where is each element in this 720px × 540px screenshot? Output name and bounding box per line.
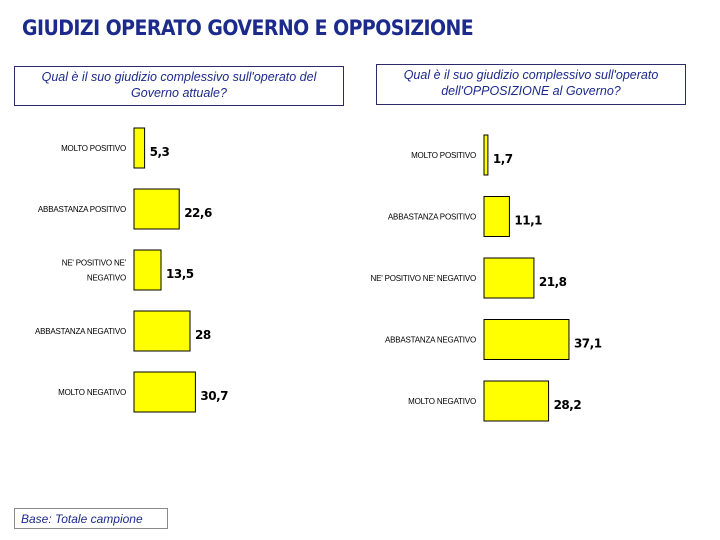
opposizione-bar-0	[484, 135, 488, 175]
question-governo: Qual è il suo giudizio complessivo sull'operato del Governo attuale?	[14, 66, 344, 106]
chart-opposizione	[350, 120, 710, 440]
question-opposizione: Qual è il suo giudizio complessivo sull'operato dell'OPPOSIZIONE al Governo?	[376, 64, 686, 105]
opposizione-bar-3	[484, 320, 569, 360]
governo-value-label-0: 5,3	[149, 145, 170, 159]
governo-bar-2	[134, 250, 161, 290]
opposizione-value-label-0: 1,7	[492, 152, 513, 166]
opposizione-category-label-2: NE' POSITIVO NE' NEGATIVO	[370, 274, 476, 283]
opposizione-value-label-4: 28,2	[553, 398, 582, 412]
governo-value-label-1: 22,6	[184, 206, 212, 220]
governo-category-label-2: NE' POSITIVO NE' NEGATIVO	[61, 258, 126, 283]
opposizione-category-label-3: ABBASTANZA NEGATIVO	[384, 335, 476, 345]
opposizione-bar-4	[484, 381, 549, 421]
page-title: GIUDIZI OPERATO GOVERNO E OPPOSIZIONE	[22, 16, 474, 40]
governo-category-label-1: ABBASTANZA POSITIVO	[37, 205, 126, 214]
chart-opposizione-svg	[350, 120, 710, 440]
governo-value-label-4: 30,7	[200, 389, 229, 403]
opposizione-value-label-1: 11,1	[514, 213, 543, 228]
governo-bar-4	[134, 372, 195, 412]
governo-bar-1	[134, 189, 179, 229]
governo-value-label-2: 13,5	[166, 267, 194, 281]
governo-value-label-3: 28	[195, 328, 211, 342]
opposizione-value-label-2: 21,8	[538, 275, 567, 289]
governo-category-label-3: ABBASTANZA NEGATIVO	[34, 327, 126, 336]
chart-governo	[10, 120, 340, 440]
governo-category-label-4: MOLTO NEGATIVO	[58, 388, 126, 397]
chart-governo-svg	[10, 120, 340, 440]
opposizione-category-label-0: MOLTO POSITIVO	[411, 151, 476, 160]
opposizione-value-label-3: 37,1	[573, 336, 602, 351]
base-note: Base: Totale campione	[14, 508, 168, 529]
opposizione-category-label-4: MOLTO NEGATIVO	[408, 397, 476, 406]
governo-bar-3	[134, 311, 190, 351]
opposizione-bar-1	[484, 197, 509, 237]
opposizione-category-label-1: ABBASTANZA POSITIVO	[387, 212, 476, 222]
governo-bar-0	[134, 128, 145, 168]
governo-category-label-0: MOLTO POSITIVO	[61, 144, 126, 153]
opposizione-bar-2	[484, 258, 534, 298]
